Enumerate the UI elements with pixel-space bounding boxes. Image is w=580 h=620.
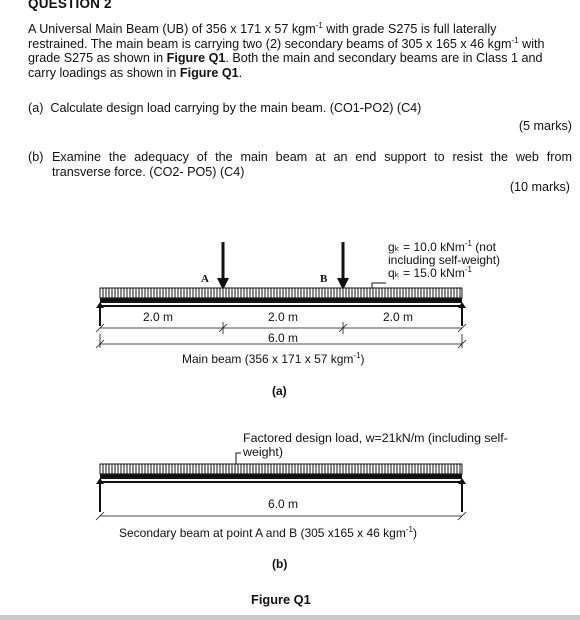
span-label-3: 2.0 m — [383, 310, 414, 324]
left-support-arrow — [96, 478, 104, 512]
secondary-beam-flange-top — [100, 474, 462, 479]
unit-exponent: -1 — [464, 265, 472, 274]
sub-figure-label-b: (b) — [272, 557, 288, 571]
span-label-1: 2.0 m — [143, 310, 174, 324]
total-span-label: 6.0 m — [268, 331, 299, 345]
load-label-bracket — [372, 283, 386, 288]
caption-text: Secondary beam at point A and B (305 x165 x 46 kgm — [119, 526, 406, 540]
unit-exponent: -1 — [405, 525, 413, 534]
intro-text: . — [238, 65, 243, 80]
point-b-label: B — [320, 273, 328, 285]
gk-text: (not — [471, 240, 496, 254]
secondary-beam-web — [100, 479, 462, 481]
intro-text: grade S275 as shown in — [28, 51, 167, 66]
right-support-arrow — [458, 478, 466, 512]
total-span-label: 6.0 m — [268, 497, 299, 511]
part-a-label: (a) — [28, 101, 44, 115]
distributed-load-band — [100, 464, 462, 474]
sub-figure-label-a: (a) — [272, 384, 287, 398]
span-label-2: 2.0 m — [268, 310, 299, 324]
factored-load-label — [243, 431, 508, 459]
caption-text: Main beam (356 x 171 x 57 kgm — [182, 352, 354, 366]
point-a-label: A — [201, 273, 209, 285]
part-b-line: Examine the adequacy of the main beam at an end support to resist the web from — [52, 150, 572, 164]
main-beam-flange-top — [100, 298, 462, 303]
total-dimension-line — [96, 512, 466, 520]
figure-reference: Figure Q1 — [179, 65, 239, 80]
point-load-arrow-a — [217, 242, 229, 290]
intro-text: carry loadings as shown in — [28, 65, 180, 80]
qk-text: qₖ = 15.0 kNm — [388, 266, 465, 280]
unit-exponent: -1 — [353, 351, 361, 360]
load-text: weight) — [243, 445, 283, 459]
intro-text: with — [518, 36, 545, 51]
point-load-arrow-b — [337, 242, 349, 290]
load-label-bracket — [236, 453, 241, 464]
intro-text: A Universal Main Beam (UB) of 356 x 171 x 57 kgm — [28, 22, 316, 36]
question-title: QUESTION 2 — [28, 0, 112, 11]
intro-text: . Both the main and secondary beams are in Class 1 and — [225, 51, 543, 66]
distributed-load-band — [100, 288, 462, 298]
permanent-load-label — [388, 241, 500, 280]
part-a-marks: (5 marks) — [518, 119, 572, 133]
main-beam-flange-bottom — [100, 305, 462, 307]
unit-exponent: -1 — [511, 35, 519, 45]
part-b-marks: (10 marks) — [509, 180, 570, 194]
intro-text: restrained. The main beam is carrying two (2) secondary beams of 305 x 165 x 46 kgm — [28, 36, 512, 51]
load-text: Factored design load, w=21kN/m (including self- — [243, 431, 508, 445]
part-b-label: (b) — [28, 150, 44, 164]
caption-text: ) — [412, 526, 417, 540]
figure-reference: Figure Q1 — [166, 51, 226, 66]
gk-text: gₖ = 10.0 kNm — [388, 240, 465, 254]
secondary-beam-flange-bottom — [100, 481, 462, 483]
secondary-beam-caption — [119, 526, 417, 540]
gk-text: including self-weight) — [388, 253, 501, 267]
caption-text: ) — [360, 352, 365, 366]
main-beam-web — [100, 303, 462, 305]
unit-exponent: -1 — [315, 20, 323, 30]
intro-text: with grade S275 is full laterally — [322, 22, 497, 36]
unit-exponent: -1 — [464, 239, 472, 248]
part-a-text: Calculate design load carrying by the main beam. (CO1-PO2) (C4) — [50, 101, 422, 115]
main-beam-caption — [182, 352, 365, 366]
part-b-line: transverse force. (CO2- PO5) (C4) — [52, 164, 245, 179]
page-bottom-border — [0, 615, 580, 620]
figure-title: Figure Q1 — [251, 592, 311, 607]
